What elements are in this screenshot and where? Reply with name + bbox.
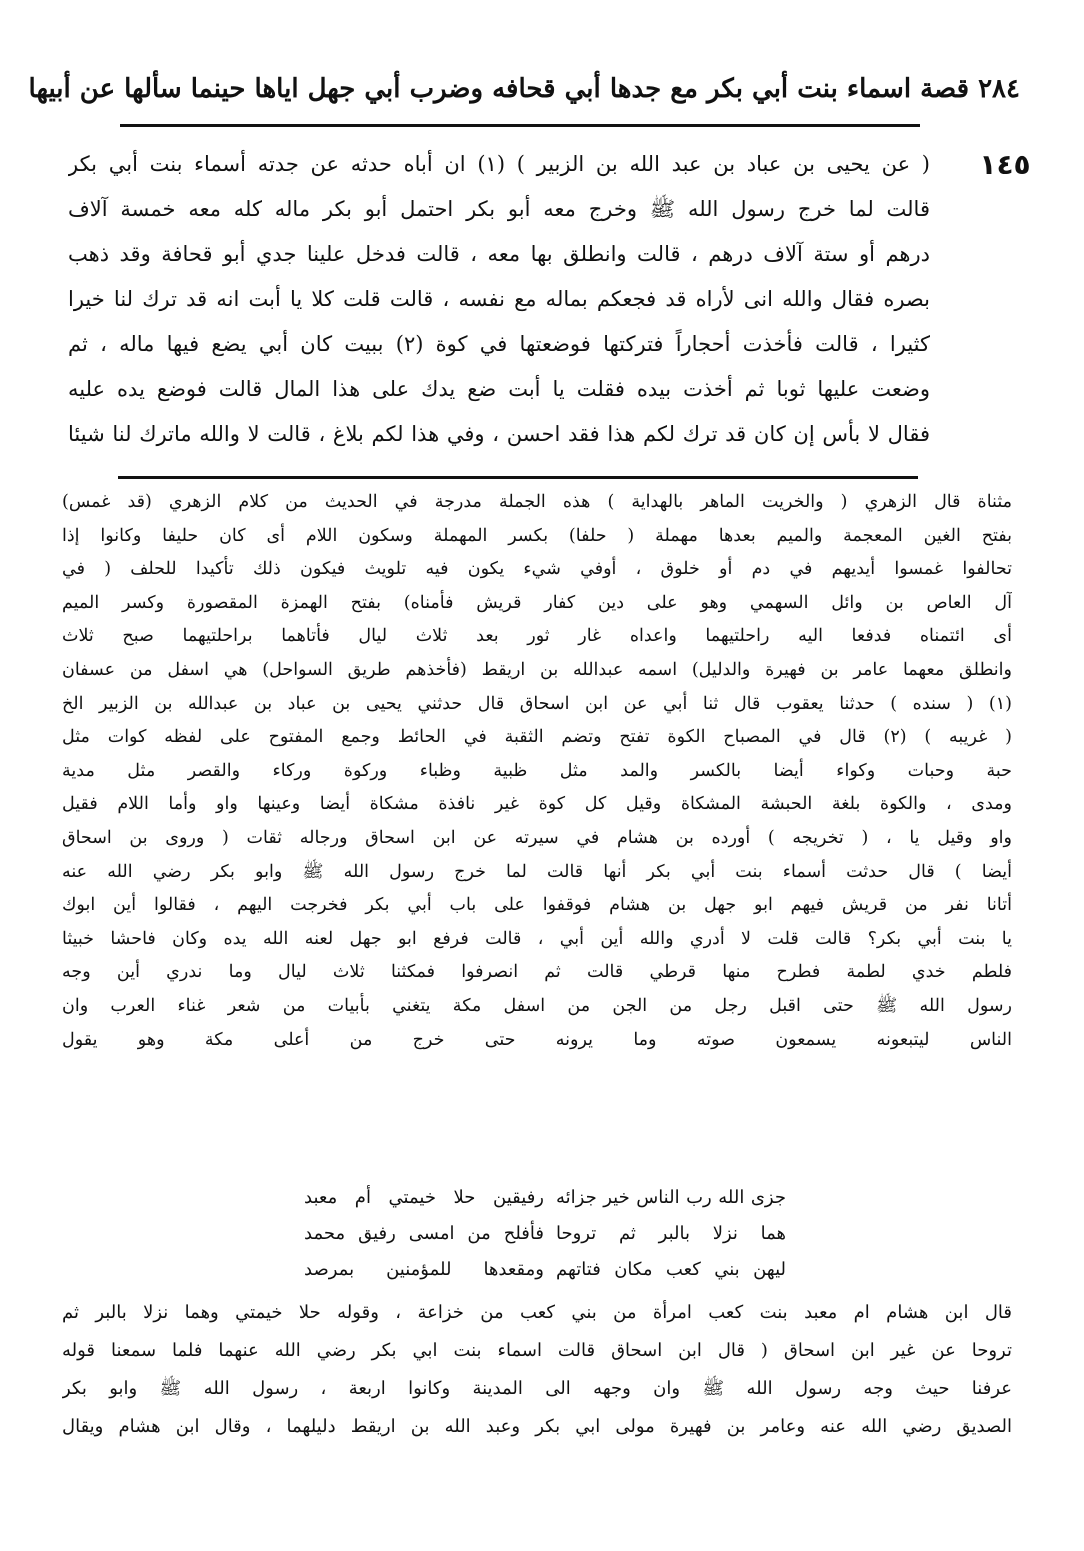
hadith-line: درهم أو ستة آلاف درهم ، قالت وانطلق بها معه ، قالت فدخل علينا جدي أبو قحافة وقد ذهب — [68, 242, 930, 266]
poem-verse — [0, 1252, 1084, 1288]
footnote-line: مثناة قال الزهري ( والخريت الماهر بالهداية ) هذه الجملة مدرجة في الحديث من كلام الزهري (قد غمس) — [62, 492, 1012, 512]
footnote-line: آل العاص بن وائل السهمي وهو على دين كفار قريش فأمناه) بفتح الهمزة المقصورة وكسر الميم — [62, 592, 1012, 613]
footnote-line: ( غريبه ) (٢) قال في المصباح الكوة تفتح وتضم الثقبة في الحائط وجمع المفتوح على لفظه كوات مثل — [62, 727, 1012, 748]
footnote-line: بفتح الغين المعجمة والميم بعدها مهملة ( حلفا) بكسر المهملة وسكون اللام أى كان حليفا وكانوا إذا — [62, 525, 1012, 546]
poem-second-hemistich: رفيقين حلا خيمتي أم معبد — [304, 1187, 544, 1208]
header-rule — [120, 124, 920, 127]
poem-first-hemistich: ليهن بني كعب مكان فتاتهم — [556, 1259, 786, 1280]
hadith-line: بصره فقال والله انى لأراه قد فجعكم بماله مع نفسه ، قالت قلت كلا يا أبت انه قد ترك لنا خيرا — [68, 287, 930, 311]
footnote-line: عرفنا حيث وجه رسول الله ﷺ وان وجهه الى المدينة وكانوا اربعة ، رسول الله ﷺ وابو بكر — [62, 1378, 1012, 1399]
poem-verse — [0, 1180, 1084, 1216]
footnote-line: الناس ليتبعونه يسمعون صوته وما يرونه حتى خرج من أعلى مكة وهو يقول — [62, 1029, 1012, 1050]
footnote-line: الصديق رضي الله عنه وعامر بن فهيرة مولى ابي بكر وعبد الله بن اريقط دليلهما ، وقال ابن هشام ويقال — [62, 1416, 1012, 1437]
poem-first-hemistich: هما نزلا بالبر ثم تروحا — [556, 1223, 786, 1244]
poem-second-hemistich: ومقعدها للمؤمنين بمرصد — [304, 1259, 544, 1280]
footnotes — [62, 486, 1012, 1057]
footnote-line: فلطم خدي لطمة فطرح منها قرطي قالت ثم انصرفوا فمكثنا ثلاث ليال وما ندري أين وجه — [62, 962, 1012, 983]
hadith-text — [68, 142, 930, 457]
hadith-number: ١٤٥ — [979, 148, 1031, 181]
footnote-line: حبة وحبات وكواء أيضا بالكسر والمد مثل ظبية وظباء وركوة وركاء والقصر مثل مدية — [62, 760, 1012, 781]
poem-first-hemistich: جزى الله رب الناس خير جزائه — [556, 1187, 786, 1208]
footnote-line: قال ابن هشام ام معبد بنت كعب امرأة من بني كعب من خزاعة ، وقوله حلا خيمتي وهما نزلا بالبر ثم — [62, 1302, 1012, 1323]
footnote-line: يا بنت أبي بكر؟ قالت قلت لا أدري والله أين أبي ، قالت فرفع ابو جهل لعنه الله يده وكان فاحشا خبيثا — [62, 928, 1012, 949]
hadith-line: ( عن يحيى بن عباد بن عبد الله بن الزبير ) (١) ان أباه حدثه عن جدته أسماء بنت أبي بكر — [68, 152, 930, 176]
hadith-line: وضعت عليها ثوبا ثم أخذت بيده فقلت يا أبت ضع يدك على هذا المال قالت فوضع يده عليه — [68, 377, 930, 401]
footnote-line: أيضا ) قال حدثت أسماء بنت أبي بكر أنها قالت لما خرج رسول الله ﷺ وابو بكر رضي الله عنه — [62, 861, 1012, 882]
footnote-line: أتانا نفر من قريش فيهم ابو جهل بن هشام فوقفوا على باب أبي بكر فخرجت اليهم ، فقالوا أين ابوك — [62, 895, 1012, 916]
footnote-line: أى ائتمناه فدفعا اليه راحلتيهما واعداه غار ثور بعد ثلاث ليال فأتاهما براحلتيهما صبح ثلاث — [62, 626, 1012, 647]
footnote-line: (١) ( سنده ) حدثنا يعقوب قال ثنا أبي عن ابن اسحاق قال حدثني يحيى بن عباد بن عبدالله بن الزبير الخ — [62, 693, 1012, 714]
footnote-line: تحالفوا غمسوا أيديهم في دم أو خلوق ، أوفي شيء يكون فيه تلويث فيكون ذلك تأكيدا للحلف ( في — [62, 559, 1012, 580]
footnote-line: وانطلق معهما عامر بن فهيرة والدليل) اسمه عبدالله بن اريقط (فأخذهم طريق السواحل) هي اسفل من عسفان — [62, 659, 1012, 680]
page-header: ٢٨٤ قصة اسماء بنت أبي بكر مع جدها أبي قحافه وضرب أبي جهل اياها حينما سألها عن أبيها — [28, 74, 1020, 104]
hadith-line: كثيرا ، قالت فأخذت أحجاراً فتركتها فوضعتها في كوة (٢) ببيت كان أبي يضع فيها ماله ، ثم — [68, 332, 930, 356]
poem-verse — [0, 1216, 1084, 1252]
footnotes-continued — [62, 1294, 1012, 1446]
footnote-line: واو وقيل يا ، ( تخريجه ) أورده بن هشام في سيرته عن ابن اسحاق ورجاله ثقات ( وروى بن اسحاق — [62, 827, 1012, 848]
footnote-line: ومدى ، والكوة بلغة الحبشة المشكاة وقيل كل كوة غير نافذة مشكاة أيضا وعينها واو وأما اللام فقيل — [62, 794, 1012, 815]
footnote-line: رسول الله ﷺ حتى اقبل رجل من الجن من اسفل مكة يتغني بأبيات من شعر غناء العرب وان — [62, 995, 1012, 1016]
poem-second-hemistich: فأفلح من امسى رفيق محمد — [304, 1223, 544, 1244]
hadith-line: فقال لا بأس إن كان قد ترك لكم هذا فقد احسن ، وفي هذا لكم بلاغ ، قالت لا والله ماترك لنا شيئا — [68, 422, 930, 446]
hadith-line: قالت لما خرج رسول الله ﷺ وخرج معه أبو بكر احتمل أبو بكر ماله كله معه خمسة آلاف — [68, 197, 930, 221]
footnote-line: تروحا عن غير ابن اسحاق ( قال ابن اسحاق قالت اسماء بنت ابي بكر رضي الله عنهما فلما سمعنا قوله — [62, 1340, 1012, 1361]
footnote-rule — [118, 476, 918, 479]
poem — [0, 1180, 1084, 1288]
